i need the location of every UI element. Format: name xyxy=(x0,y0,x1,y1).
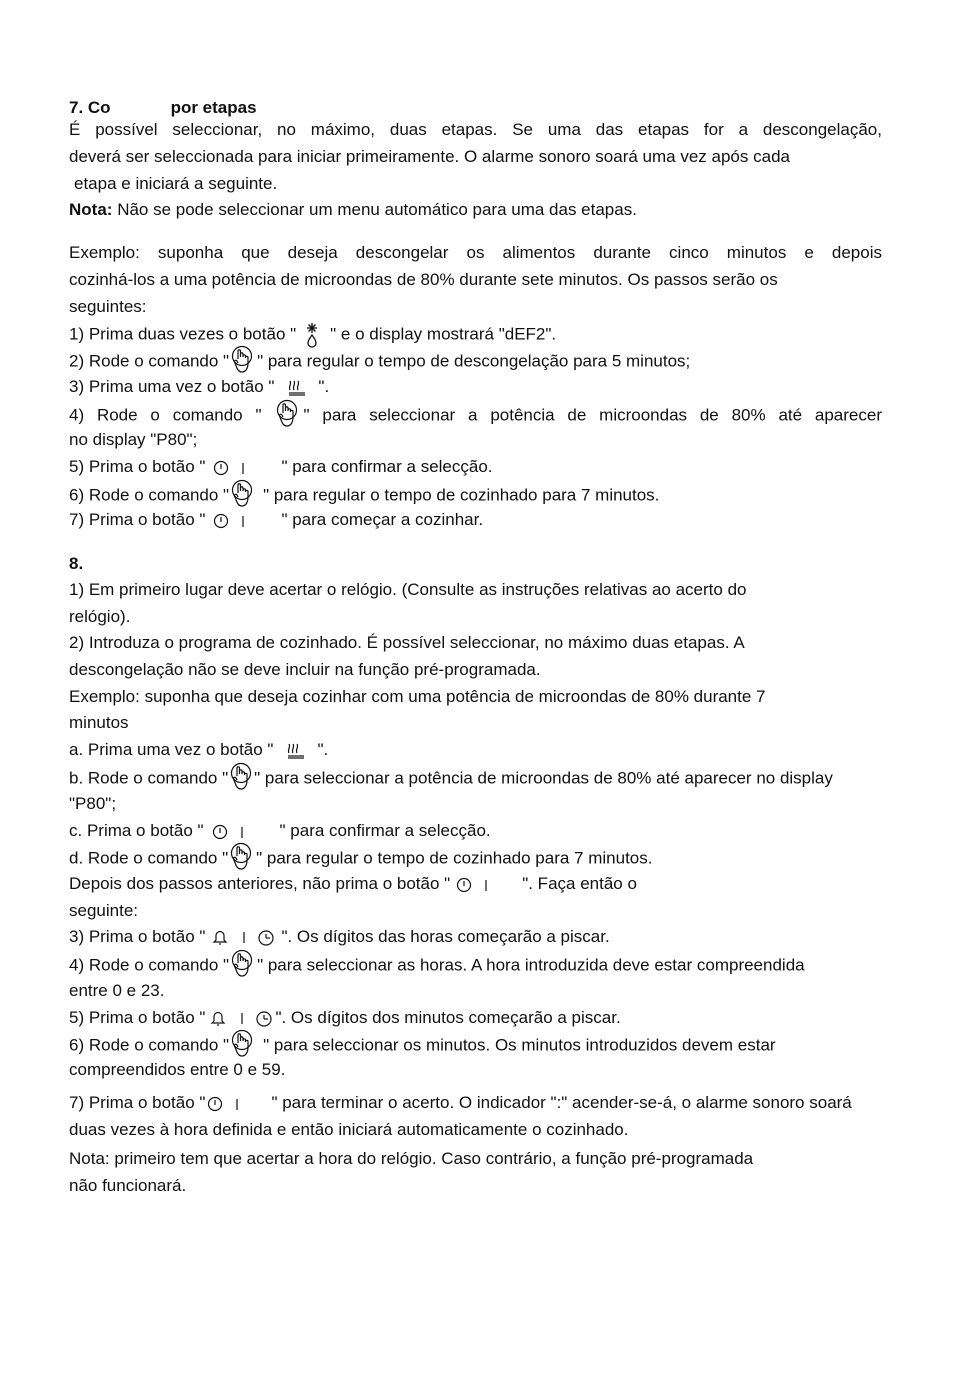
s8-step-d-b: " para regular o tempo de cozinhado para 7 minutos. xyxy=(256,848,653,868)
s8-step-6 xyxy=(69,1033,776,1055)
s7-step-4-a: 4) Rode o comando " xyxy=(69,405,262,425)
s7-para-line-2: deverá ser seleccionada para iniciar primeiramente. O alarme sonoro soará uma vez após cada xyxy=(69,147,790,166)
start-confirm-icon xyxy=(213,460,247,476)
start-confirm-icon xyxy=(207,1096,241,1112)
s8-step-6-cont: compreendidos entre 0 e 59. xyxy=(69,1060,286,1079)
s7-step-7-a: 7) Prima o botão " xyxy=(69,510,206,529)
heading-7-prefix: 7. Co xyxy=(69,98,111,117)
s7-step-6-b: " para regular o tempo de cozinhado para 7 minutos. xyxy=(263,485,660,505)
s8-after-cont: seguinte: xyxy=(69,901,138,920)
s7-step-2-b: " para regular o tempo de descongelação para 5 minutos; xyxy=(257,351,691,371)
s8-example-line-2: minutos xyxy=(69,713,129,732)
note-label: Nota: xyxy=(69,200,113,219)
microwave-power-icon xyxy=(288,380,306,396)
start-confirm-icon xyxy=(456,877,490,893)
s8-step-4-a: 4) Rode o comando " xyxy=(69,955,230,975)
timer-clock-icon xyxy=(209,1010,275,1028)
heading-7-suffix: por etapas xyxy=(170,98,257,117)
dial-hand-icon xyxy=(231,479,255,509)
s8-step-5-a: 5) Prima o botão " xyxy=(69,1008,206,1027)
s8-step-c xyxy=(69,820,491,842)
s7-step-2 xyxy=(69,349,690,371)
s8-step-b xyxy=(69,766,833,788)
s7-step-6-a: 6) Rode o comando " xyxy=(69,485,230,505)
dial-hand-icon xyxy=(231,1029,255,1059)
dial-hand-icon xyxy=(231,345,255,375)
s8-step-d-a: d. Rode o comando " xyxy=(69,848,229,868)
start-confirm-icon xyxy=(213,513,247,529)
s8-step-3-a: 3) Prima o botão " xyxy=(69,927,206,946)
s8-step-6-a: 6) Rode o comando " xyxy=(69,1035,230,1055)
s7-step-4 xyxy=(69,403,882,425)
s8-step-b-b: " para seleccionar a potência de microondas de 80% até aparecer no display xyxy=(254,768,833,788)
s7-note xyxy=(69,199,637,221)
dial-hand-icon xyxy=(231,949,255,979)
s8-step-4-cont: entre 0 e 23. xyxy=(69,981,165,1000)
s8-step-c-a: c. Prima o botão " xyxy=(69,821,204,840)
section-7-heading xyxy=(69,97,257,119)
s7-step-5 xyxy=(69,456,493,478)
s8-item-2-line-1: 2) Introduza o programa de cozinhado. É possível seleccionar, no máximo duas etapas. A xyxy=(69,633,745,652)
dial-hand-icon xyxy=(230,762,254,792)
s8-step-d xyxy=(69,846,652,868)
s8-step-a-a: a. Prima uma vez o botão " xyxy=(69,740,274,759)
s7-step-1-a: 1) Prima duas vezes o botão " xyxy=(69,324,297,344)
s7-step-5-b: " para confirmar a selecção. xyxy=(281,457,493,476)
s8-step-4-b: " para seleccionar as horas. A hora introduzida deve estar compreendida xyxy=(257,955,805,975)
s7-step-1 xyxy=(69,322,556,344)
s7-step-4-cont: no display "P80"; xyxy=(69,430,198,449)
s7-step-4-b: " para seleccionar a potência de microondas de 80% até aparecer xyxy=(303,405,882,425)
s7-step-3 xyxy=(69,376,329,398)
s8-step-c-b: " para confirmar a selecção. xyxy=(279,821,491,840)
s7-step-1-b: " e o display mostrará "dEF2". xyxy=(330,324,557,344)
timer-clock-icon xyxy=(211,929,277,947)
s8-item-1-line-2: relógio). xyxy=(69,607,131,626)
s8-step-5-b: ". Os dígitos dos minutos começarão a piscar. xyxy=(275,1008,621,1027)
s8-step-7-a: 7) Prima o botão " xyxy=(69,1093,206,1112)
s8-after-a: Depois dos passos anteriores, não prima o botão " xyxy=(69,874,451,893)
s7-para-line-1: É possível seleccionar, no máximo, duas etapas. Se uma das etapas for a descongelação, xyxy=(69,120,882,139)
s8-note-line-1: Nota: primeiro tem que acertar a hora do relógio. Caso contrário, a função pré-programada xyxy=(69,1149,754,1168)
s8-note-line-2: não funcionará. xyxy=(69,1176,187,1195)
s7-example-line-2: cozinhá-los a uma potência de microondas de 80% durante sete minutos. Os passos serão os xyxy=(69,270,778,289)
s8-item-1-line-1: 1) Em primeiro lugar deve acertar o relógio. (Consulte as instruções relativas ao acerto do xyxy=(69,580,747,599)
s8-step-a xyxy=(69,739,328,761)
s7-step-6 xyxy=(69,483,659,505)
s7-step-7-b: " para começar a cozinhar. xyxy=(281,510,484,529)
dial-hand-icon xyxy=(230,842,254,872)
section-8-heading: 8. xyxy=(69,554,84,573)
s7-step-2-a: 2) Rode o comando " xyxy=(69,351,230,371)
s7-para-line-3: etapa e iniciará a seguinte. xyxy=(74,174,278,193)
s8-step-7 xyxy=(69,1092,852,1114)
s7-step-3-a: 3) Prima uma vez o botão " xyxy=(69,377,275,396)
start-confirm-icon xyxy=(212,824,246,840)
note-text: Não se pode seleccionar um menu automático para uma das etapas. xyxy=(117,200,637,219)
s8-step-4 xyxy=(69,953,805,975)
s8-step-7-b: " para terminar o acerto. O indicador ":" acender-se-á, o alarme sonoro soará xyxy=(271,1093,852,1112)
s8-after-b: ". Faça então o xyxy=(522,874,637,893)
s8-step-b-cont: "P80"; xyxy=(69,794,117,813)
s8-step-a-b: ". xyxy=(317,740,329,759)
s8-after-steps xyxy=(69,873,637,895)
s8-item-2-line-2: descongelação não se deve incluir na função pré-programada. xyxy=(69,660,541,679)
s8-step-3-b: ". Os dígitos das horas começarão a piscar. xyxy=(281,927,610,946)
s8-step-b-a: b. Rode o comando " xyxy=(69,768,229,788)
s7-step-3-b: ". xyxy=(318,377,330,396)
s7-step-7 xyxy=(69,509,483,531)
s8-step-6-b: " para seleccionar os minutos. Os minutos introduzidos devem estar xyxy=(263,1035,776,1055)
s8-example-line-1: Exemplo: suponha que deseja cozinhar com uma potência de microondas de 80% durante 7 xyxy=(69,687,766,706)
s8-step-7-cont: duas vezes à hora definida e então iniciará automaticamente o cozinhado. xyxy=(69,1120,629,1139)
defrost-icon xyxy=(304,322,320,348)
s8-step-5 xyxy=(69,1007,621,1029)
microwave-power-icon xyxy=(287,743,305,759)
s7-example-line-1: Exemplo: suponha que deseja descongelar os alimentos durante cinco minutos e depois xyxy=(69,243,882,262)
s7-step-5-a: 5) Prima o botão " xyxy=(69,457,206,476)
dial-hand-icon xyxy=(276,399,300,429)
s7-example-line-3: seguintes: xyxy=(69,297,147,316)
s8-step-3 xyxy=(69,926,610,948)
